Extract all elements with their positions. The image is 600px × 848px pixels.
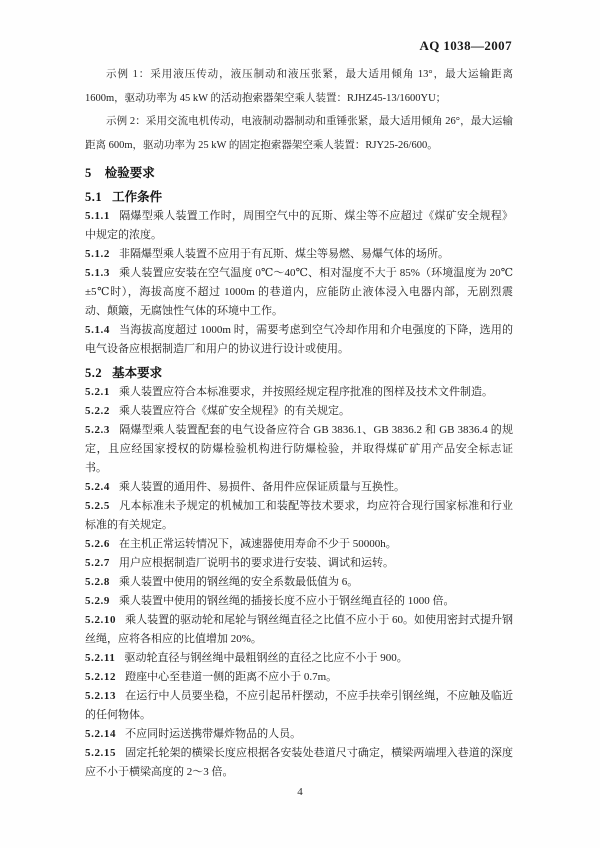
clause-number: 5.2.3 — [85, 424, 110, 436]
clause-number: 5.1.2 — [85, 248, 110, 260]
clause-text: 用户应根据制造厂说明书的要求进行安装、调试和运转。 — [119, 557, 394, 569]
clause-text: 乘人装置中使用的钢丝绳的安全系数最低值为 6。 — [119, 576, 359, 588]
clause-text: 隔爆型乘人装置配套的电气设备应符合 GB 3836.1、GB 3836.2 和 GB 3836.4 的规定，且应经国家授权的防爆检验机构进行防爆检验，并取得煤矿矿用产品安全标志证书。 — [85, 424, 513, 474]
clause-number: 5.2.2 — [85, 405, 110, 417]
clause-text: 凡本标准未予规定的机械加工和装配等技术要求，均应符合现行国家标准和行业标准的有关规定。 — [85, 500, 513, 531]
clause-number: 5.2.14 — [85, 728, 117, 740]
clause-5-2-5 — [85, 497, 513, 535]
section-heading-5-2 — [85, 364, 513, 383]
clause-number: 5.2.12 — [85, 671, 117, 683]
clause-5-2-15 — [85, 744, 513, 782]
clause-number: 5.1.1 — [85, 210, 110, 222]
clause-5-2-9 — [85, 592, 513, 611]
chapter-heading-5 — [85, 164, 513, 183]
clause-text: 乘人装置应符合本标准要求，并按照经规定程序批准的图样及技术文件制造。 — [119, 386, 493, 398]
clause-text: 在主机正常运转情况下，减速器使用寿命不少于 50000h。 — [119, 538, 397, 550]
clause-text: 乘人装置的驱动轮和尾轮与钢丝绳直径之比值不应小于 60。如使用密封式提升钢丝绳，应将各相应的比值增加 20%。 — [85, 614, 513, 645]
clause-number: 5.2.10 — [85, 614, 117, 626]
clause-5-1-2 — [85, 245, 513, 264]
chapter-number: 5 — [85, 166, 92, 180]
section-number: 5.2 — [85, 366, 103, 380]
clause-5-2-3 — [85, 421, 513, 478]
clause-text: 乘人装置应符合《煤矿安全规程》的有关规定。 — [119, 405, 350, 417]
clause-5-2-1 — [85, 383, 513, 402]
clause-number: 5.2.13 — [85, 690, 117, 702]
page-number: 4 — [297, 786, 303, 798]
clause-text: 不应同时运送携带爆炸物品的人员。 — [125, 728, 302, 740]
clause-number: 5.2.5 — [85, 500, 110, 512]
clause-5-2-2 — [85, 402, 513, 421]
clause-text: 乘人装置的通用件、易损件、备用件应保证质量与互换性。 — [119, 481, 405, 493]
clause-text: 乘人装置应安装在空气温度 0℃～40℃、相对湿度不大于 85%（环境温度为 20℃±5℃时），海拔高度不超过 1000m 的巷道内，应能防止液体浸入电器内部，无剧烈震动、颠簸，无腐蚀性气体的环境中工作。 — [85, 267, 513, 317]
clause-5-2-8 — [85, 573, 513, 592]
clause-text: 当海拔高度超过 1000m 时，需要考虑到空气冷却作用和介电强度的下降，选用的电气设备应根据制造厂和用户的协议进行设计或使用。 — [85, 324, 513, 355]
clause-number: 5.2.15 — [85, 747, 117, 759]
standard-code-header: AQ 1038—2007 — [419, 38, 512, 53]
clause-number: 5.1.4 — [85, 324, 110, 336]
section-heading-5-1 — [85, 188, 513, 207]
clause-5-2-14 — [85, 725, 513, 744]
clause-5-2-13 — [85, 687, 513, 725]
clause-text: 非隔爆型乘人装置不应用于有瓦斯、煤尘等易燃、易爆气体的场所。 — [119, 248, 449, 260]
clause-number: 5.2.8 — [85, 576, 110, 588]
section-number: 5.1 — [85, 190, 103, 204]
clause-5-2-4 — [85, 478, 513, 497]
section-title: 工作条件 — [112, 190, 163, 204]
clause-number: 5.2.11 — [85, 652, 116, 664]
clause-number: 5.2.9 — [85, 595, 110, 607]
clause-text: 固定托轮架的横梁长度应根据各安装处巷道尺寸确定，横梁两端埋入巷道的深度应不小于横梁高度的 2～3 倍。 — [85, 747, 513, 778]
example-paragraph-2: 示例 2：采用交流电机传动，电液制动器制动和重锤张紧，最大适用倾角 26°，最大运输距离 600m，驱动功率为 25 kW 的固定抱索器架空乘人装置：RJY25-26/600。 — [85, 116, 513, 151]
clause-text: 驱动轮直径与钢丝绳中最粗钢丝的直径之比应不小于 900。 — [124, 652, 408, 664]
clause-text: 乘人装置中使用的钢丝绳的插接长度不应小于钢丝绳直径的 1000 倍。 — [119, 595, 455, 607]
clause-text: 蹬座中心至巷道一侧的距离不应小于 0.7m。 — [125, 671, 338, 683]
clause-5-2-12 — [85, 668, 513, 687]
document-body — [85, 63, 513, 782]
clause-5-1-1 — [85, 207, 513, 245]
clause-text: 在运行中人员要坐稳，不应引起吊杆摆动，不应手扶牵引钢丝绳，不应触及临近的任何物体。 — [85, 690, 513, 721]
clause-number: 5.1.3 — [85, 267, 110, 279]
clause-number: 5.2.6 — [85, 538, 110, 550]
example-paragraph-1: 示例 1：采用液压传动，液压制动和液压张紧，最大适用倾角 13°，最大运输距离 1600m，驱动功率为 45 kW 的活动抱索器架空乘人装置：RJHZ45-13/1600YU； — [85, 69, 513, 104]
chapter-title: 检验要求 — [104, 166, 155, 180]
clause-5-2-11 — [85, 649, 513, 668]
clause-5-1-4 — [85, 321, 513, 359]
clause-number: 5.2.4 — [85, 481, 110, 493]
clause-5-2-6 — [85, 535, 513, 554]
clause-5-2-7 — [85, 554, 513, 573]
clause-5-2-10 — [85, 611, 513, 649]
clause-5-1-3 — [85, 264, 513, 321]
section-title: 基本要求 — [112, 366, 163, 380]
clause-number: 5.2.1 — [85, 386, 110, 398]
clause-text: 隔爆型乘人装置工作时，周围空气中的瓦斯、煤尘等不应超过《煤矿安全规程》中规定的浓度。 — [85, 210, 513, 241]
clause-number: 5.2.7 — [85, 557, 110, 569]
